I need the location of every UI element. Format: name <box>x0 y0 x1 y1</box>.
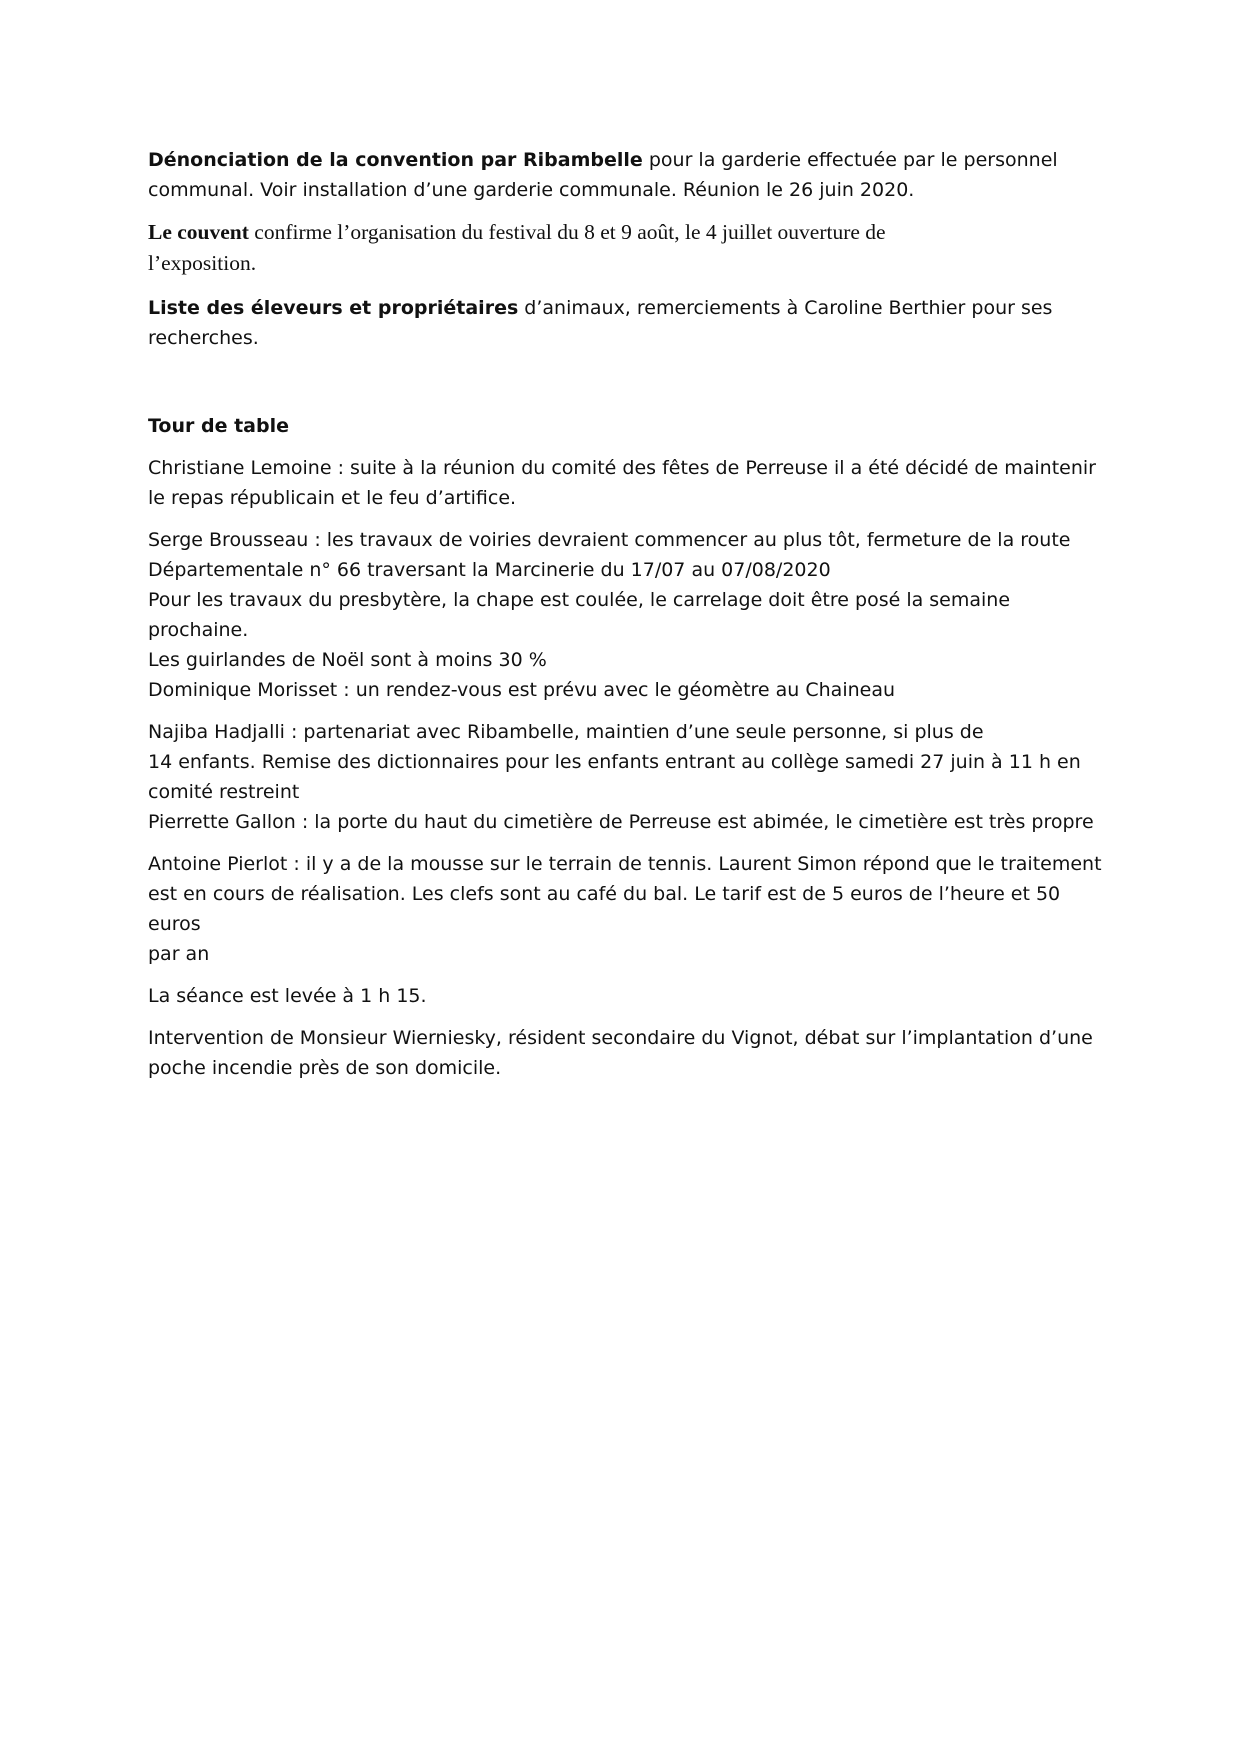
document-body <box>148 145 1108 1095</box>
paragraph-line: Pierrette Gallon : la porte du haut du cimetière de Perreuse est abimée, le cimetière est très propre <box>148 811 1094 833</box>
paragraph-line: Serge Brousseau : les travaux de voiries devraient commencer au plus tôt, fermeture de la route <box>148 529 1071 551</box>
paragraph-line: Les guirlandes de Noël sont à moins 30 % <box>148 649 547 671</box>
paragraph-eleveurs <box>148 293 1108 353</box>
paragraph-line: poche incendie près de son domicile. <box>148 1057 502 1079</box>
paragraph-line: Intervention de Monsieur Wierniesky, résident secondaire du Vignot, débat sur l’implantation d’une <box>148 1027 1093 1049</box>
paragraph-brousseau <box>148 525 1108 705</box>
section-spacer <box>148 365 1108 411</box>
paragraph-convention <box>148 145 1108 205</box>
section-heading: Tour de table <box>148 415 290 437</box>
paragraph-line: Départementale n° 66 traversant la Marcinerie du 17/07 au 07/08/2020 <box>148 559 831 581</box>
paragraph-text: confirme l’organisation du festival du 8 et 9 août, le 4 juillet ouverture de <box>248 220 886 244</box>
paragraph-lead: Dénonciation de la convention par Ribambelle <box>148 149 643 171</box>
paragraph-line: Pour les travaux du presbytère, la chape est coulée, le carrelage doit être posé la semaine prochaine. <box>148 589 1011 641</box>
paragraph-line: 14 enfants. Remise des dictionnaires pour les enfants entrant au collège samedi 27 juin à 11 h en <box>148 751 1081 773</box>
paragraph-text: d’animaux, remerciements à Caroline Berthier pour ses <box>518 297 1053 319</box>
paragraph-line: Najiba Hadjalli : partenariat avec Ribambelle, maintien d’une seule personne, si plus de <box>148 721 984 743</box>
paragraph-hadjalli <box>148 717 1108 837</box>
paragraph-pierlot <box>148 849 1108 969</box>
paragraph-seance: La séance est levée à 1 h 15. <box>148 985 427 1007</box>
paragraph-line: Antoine Pierlot : il y a de la mousse sur le terrain de tennis. Laurent Simon répond que le traitement <box>148 853 1102 875</box>
paragraph-line: recherches. <box>148 327 259 349</box>
paragraph-line: l’exposition. <box>148 251 257 275</box>
paragraph-line: comité restreint <box>148 781 300 803</box>
paragraph-couvent <box>148 217 1108 279</box>
paragraph-lemoine <box>148 453 1108 513</box>
paragraph-lead: Liste des éleveurs et propriétaires <box>148 297 519 319</box>
paragraph-intervention <box>148 1023 1108 1083</box>
paragraph-line: Dominique Morisset : un rendez-vous est prévu avec le géomètre au Chaineau <box>148 679 896 701</box>
paragraph-line: le repas républicain et le feu d’artifice. <box>148 487 517 509</box>
paragraph-line: par an <box>148 943 210 965</box>
paragraph-lead: Le couvent <box>148 220 249 244</box>
paragraph-line: communal. Voir installation d’une garderie communale. Réunion le 26 juin 2020. <box>148 179 915 201</box>
paragraph-line: est en cours de réalisation. Les clefs sont au café du bal. Le tarif est de 5 euros de l’heure et 50 euros <box>148 883 1061 935</box>
paragraph-line: Christiane Lemoine : suite à la réunion du comité des fêtes de Perreuse il a été décidé de maintenir <box>148 457 1096 479</box>
paragraph-text: pour la garderie effectuée par le personnel <box>642 149 1058 171</box>
